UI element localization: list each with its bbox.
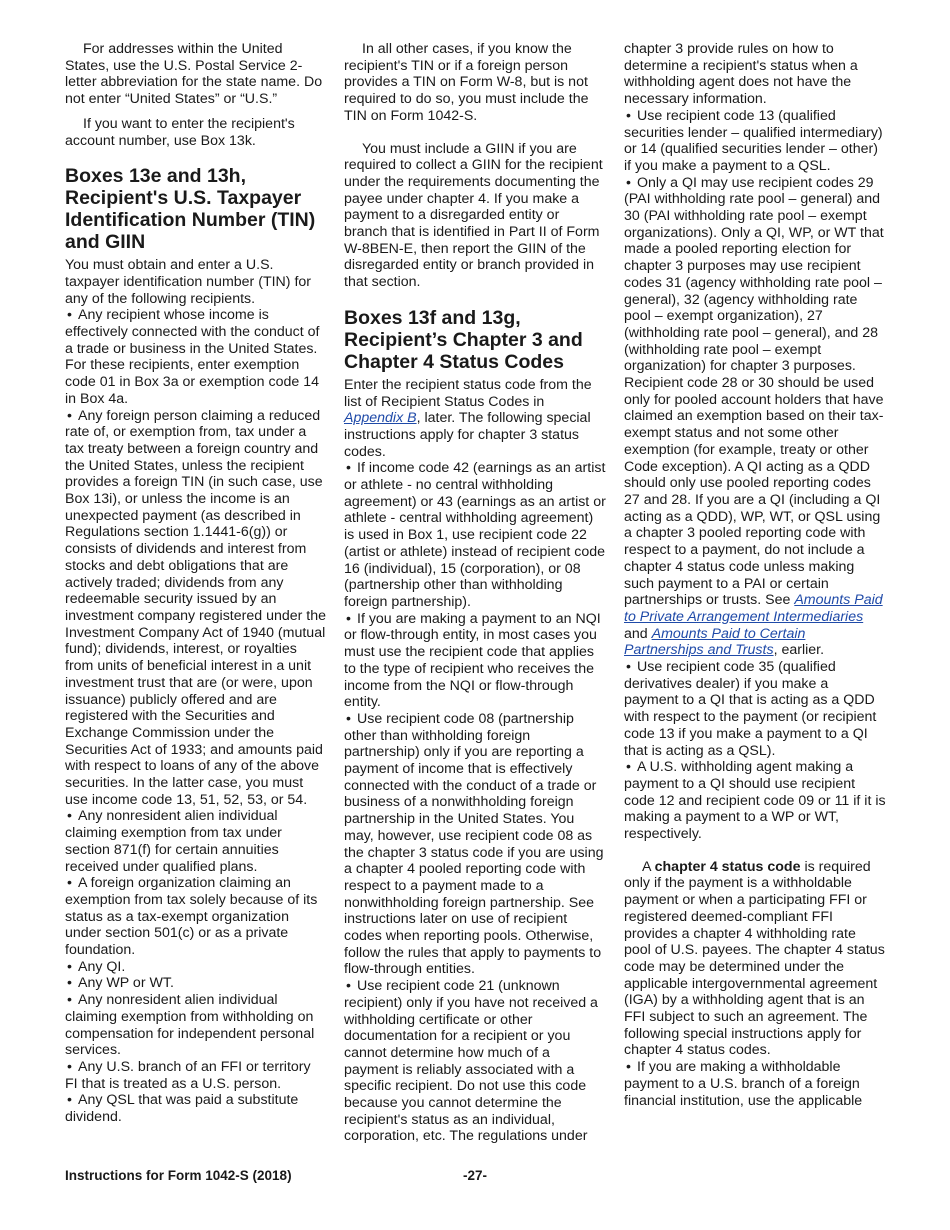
column-3	[624, 41, 886, 1109]
paragraph: A chapter 4 status code is required only if the payment is a withholdable payment or when a participating FFI or registered deemed-compliant FFI provides a chapter 4 withholding rate pool of U.S. payees. The chapter 4 status code may be determined under the applicable intergovernmental agreement (IGA) by a withholding agent that is an FFI subject to such an agreement. The following special instructions apply for chapter 4 status codes.	[624, 858, 885, 1059]
column-1	[65, 41, 327, 1126]
list-item: • Use recipient code 35 (qualified derivatives dealer) if you make a payment to a QI that is acting as a QDD with respect to the payment (or recipient code 13 if you make a payment to a QI that is acting as a QSL).	[624, 659, 886, 759]
page-number: -27-	[462, 1168, 487, 1183]
list-item: • Any recipient whose income is effectively connected with the conduct of a trade or business in the United States. For these recipients, enter exemption code 01 in Box 3a or exemption code 14 in Box 4a.	[65, 307, 327, 407]
list-item: • Any foreign person claiming a reduced rate of, or exemption from, tax under a tax treaty between a foreign country and the United States, unless the recipient provides a foreign TIN (in such case, use Box 13i), or unless the income is an unexpected payment (as described in Regulations section 1.1441-6(g)) or consists of dividends and interest from stocks and debt obligations that are actively traded; dividends from any redeemable security issued by an investment company registered under the Investment Company Act of 1940 (mutual fund); dividends, interest, or royalties from units of beneficial interest in a unit investment trust that are (or were, upon issuance) publicly offered and are registered with the Securities and Exchange Commission under the Securities Act of 1933; and amounts paid with respect to loans of any of the above securities. In the latter case, you must use income code 13, 51, 52, 53, or 54.	[65, 408, 327, 809]
list-item: • A foreign organization claiming an exemption from tax solely because of its status as a tax-exempt organization under section 501(c) or as a private foundation.	[65, 875, 327, 959]
list-item: • If income code 42 (earnings as an artist or athlete - no central withholding agreement) or 43 (earnings as an artist or athlete - central withholding agreement) is used in Box 1, use recipient code 22 (artist or athlete) instead of recipient code 16 (individual), 15 (corporation), or 08 (partnership other than withholding foreign partnership).	[344, 460, 606, 610]
list-item: • Any U.S. branch of an FFI or territory FI that is treated as a U.S. person.	[65, 1059, 327, 1092]
section-heading: Boxes 13f and 13g, Recipient’s Chapter 3 and Chapter 4 Status Codes	[344, 306, 583, 373]
list-item: • If you are making a payment to an NQI or flow-through entity, in most cases you must use the recipient code that applies to the type of recipient who receives the income from the NQI or flow-through entity.	[344, 611, 606, 711]
list-item: • Only a QI may use recipient codes 29 (PAI withholding rate pool – general) and 30 (PAI withholding rate pool – exempt organizations). Only a QI, WP, or WT that made a pooled reporting election for chapter 3 purposes may use recipient codes 31 (agency withholding rate pool – general), 32 (agency withholding rate pool – exempt organization), 27 (withholding rate pool – general), and 28 (withholding rate pool – exempt organization) for chapter 3 purposes. Recipient code 28 or 30 should be used only for pooled account holders that have claimed an exemption based on their tax-exempt status and not some other exemption (for example, treaty or other Code exception). A QI acting as a QDD should only use pooled reporting codes 27 and 28. If you are a QI (including a QI acting as a QDD), WP, WT, or QSL using a chapter 3 pooled reporting code with respect to a payment, do not include a chapter 4 status code unless making such payment to a PAI or certain partnerships or trusts. See Amounts Paid to Private Arrangement Intermediaries and Amounts Paid to Certain Partnerships and Trusts, earlier.	[624, 175, 886, 659]
list-item: • Any nonresident alien individual claiming exemption from withholding on compensation for independent personal services.	[65, 992, 327, 1059]
list-item: • Use recipient code 21 (unknown recipient) only if you have not received a withholding certificate or other documentation for a recipient or you cannot determine how much of a payment is reliably associated with a specific recipient. Do not use this code because you cannot determine the recipient's status as an individual, corporation, etc. The regulations under	[344, 978, 606, 1145]
list-item: • If you are making a withholdable payment to a U.S. branch of a foreign financial institution, use the applicable	[624, 1059, 886, 1109]
partnerships-trusts-link[interactable]: Amounts Paid to Certain Partnerships and Trusts	[624, 625, 806, 659]
footer-form-title: Instructions for Form 1042-S (2018)	[65, 1168, 292, 1183]
list-item: • A U.S. withholding agent making a payment to a QI should use recipient code 12 and recipient code 09 or 11 if it is making a payment to a WP or WT, respectively.	[624, 759, 886, 843]
list-item: • Use recipient code 08 (partnership other than withholding foreign partnership) only if you are reporting a payment of income that is effectively connected with the conduct of a trade or business of a nonwithholding foreign partnership in the United States. You may, however, use recipient code 08 as the chapter 3 status code if you are using a chapter 4 pooled reporting code with respect to a payment made to a nonwithholding foreign partnership. See instructions later on use of recipient codes when reporting pools. Otherwise, follow the rules that apply to payments to flow-through entities.	[344, 711, 606, 978]
list-item: • Any QI.	[65, 959, 327, 976]
section-heading: Boxes 13e and 13h, Recipient's U.S. Taxpayer Identification Number (TIN) and GIIN	[65, 165, 316, 254]
list-item: • Use recipient code 13 (qualified securities lender – qualified intermediary) or 14 (qualified securities lender – other) if you make a payment to a QSL.	[624, 108, 886, 175]
appendix-b-link[interactable]: Appendix B	[344, 410, 417, 427]
paragraph: For addresses within the United States, use the U.S. Postal Service 2-letter abbreviation for the state name. Do not enter “United States” or “U.S.”	[65, 41, 323, 108]
list-item: • Any nonresident alien individual claiming exemption from tax under section 871(f) for certain annuities received under qualified plans.	[65, 808, 327, 875]
paragraph: You must obtain and enter a U.S. taxpayer identification number (TIN) for any of the following recipients.	[65, 257, 312, 307]
paragraph: chapter 3 provide rules on how to determine a recipient's status when a withholding agent does not have the necessary information.	[624, 41, 858, 108]
paragraph: You must include a GIIN if you are required to collect a GIIN for the recipient under the requirements documenting the payee under chapter 4. If you make a payment to a disregarded entity or branch that is identified in Part II of Form W-8BEN-E, then report the GIIN of the disregarded entity or branch provided in that section.	[344, 140, 603, 291]
paragraph: If you want to enter the recipient's account number, use Box 13k.	[65, 115, 295, 149]
paragraph: In all other cases, if you know the recipient's TIN or if a foreign person provides a TIN on Form W-8, but is not required to do so, you must include the TIN on Form 1042-S.	[344, 41, 589, 124]
list-item: • Any WP or WT.	[65, 975, 327, 992]
list-item: • Any QSL that was paid a substitute dividend.	[65, 1092, 327, 1125]
private-arrangement-link[interactable]: Amounts Paid to Private Arrangement Intermediaries	[624, 592, 883, 625]
paragraph: Enter the recipient status code from the list of Recipient Status Codes in Appendix B, later. The following special instructions apply for chapter 3 status codes.	[344, 376, 592, 460]
column-2	[344, 41, 606, 1145]
